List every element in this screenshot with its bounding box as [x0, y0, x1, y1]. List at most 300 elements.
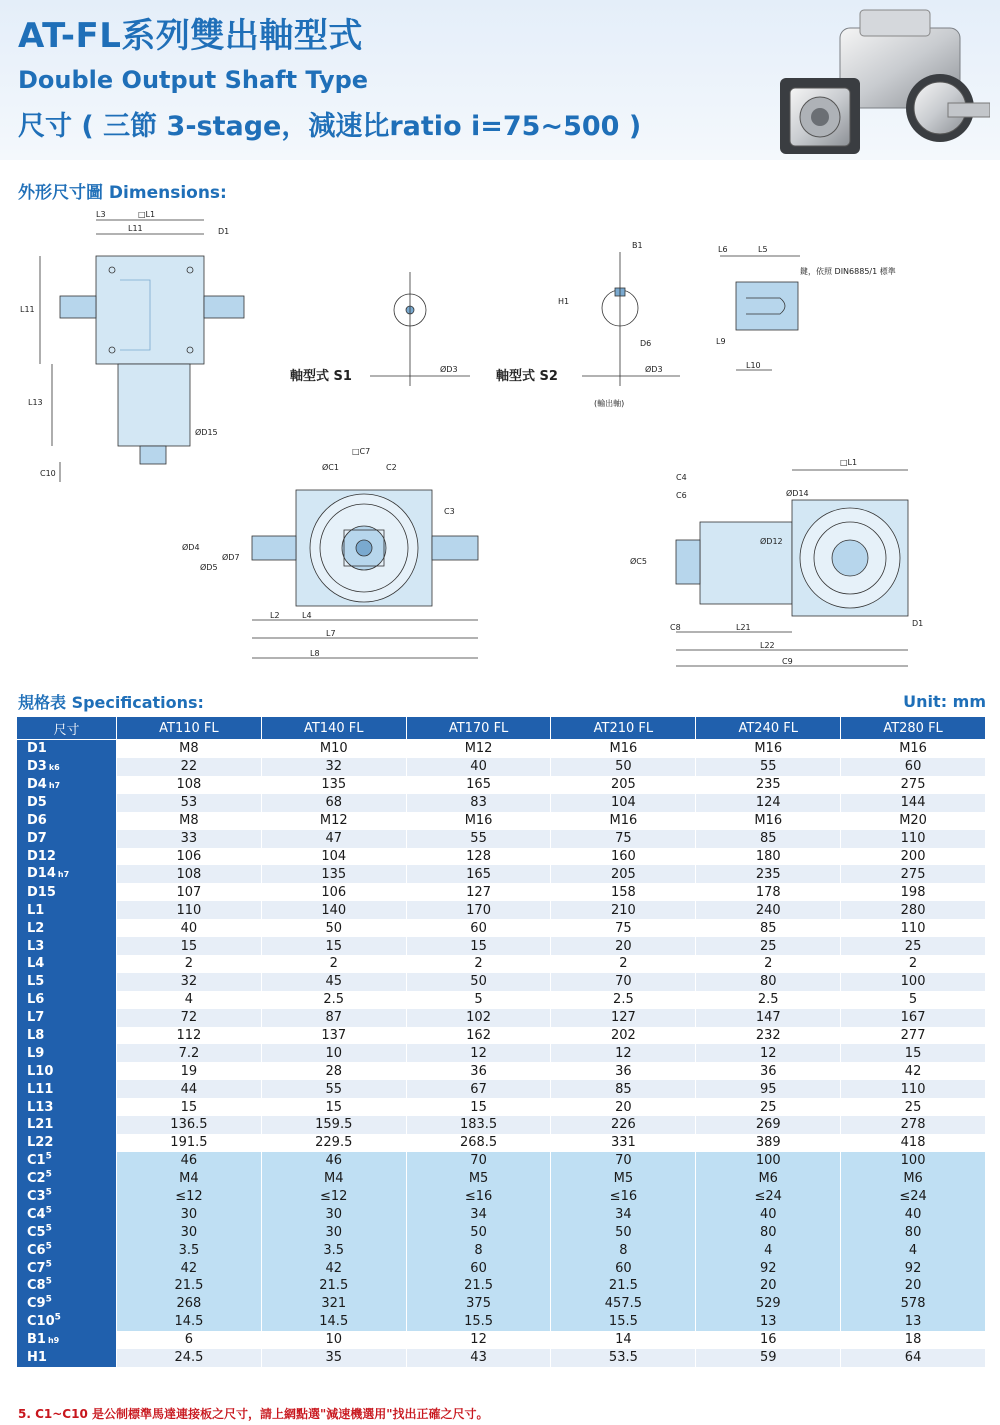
- row-label-text: D5: [27, 795, 47, 811]
- label-d12: ØD12: [760, 537, 783, 546]
- table-cell: 235: [696, 865, 841, 883]
- table-cell: 34: [406, 1205, 551, 1223]
- row-label: [17, 973, 117, 991]
- row-label: [17, 1223, 117, 1241]
- table-row: [17, 830, 986, 848]
- table-cell: ≤16: [551, 1188, 696, 1206]
- table-cell: 15: [261, 1098, 406, 1116]
- row-label-text: C6: [27, 1242, 46, 1258]
- table-cell: 4: [841, 1241, 986, 1259]
- table-cell: 147: [696, 1009, 841, 1027]
- footnote-marker: 5: [45, 1151, 52, 1162]
- row-label-text: D1: [27, 741, 47, 757]
- label-l9: L9: [716, 337, 726, 346]
- label-l6: L6: [718, 245, 728, 254]
- table-cell: M8: [117, 740, 262, 758]
- table-cell: 110: [117, 901, 262, 919]
- row-label-text: L5: [27, 974, 45, 990]
- label-l2: L2: [270, 611, 280, 620]
- table-cell: 25: [696, 937, 841, 955]
- table-cell: M16: [696, 812, 841, 830]
- row-label: [17, 740, 117, 758]
- table-cell: 375: [406, 1295, 551, 1313]
- table-cell: 50: [551, 758, 696, 776]
- table-cell: 36: [696, 1062, 841, 1080]
- table-cell: 2: [696, 955, 841, 973]
- dimension-drawings: [0, 200, 1000, 680]
- row-label-text: L9: [27, 1045, 45, 1061]
- label-l10: L10: [746, 361, 761, 370]
- row-label: [17, 937, 117, 955]
- table-corner-cell: 尺寸: [17, 717, 117, 740]
- row-label: [17, 848, 117, 866]
- key-detail-drawing: [716, 245, 896, 370]
- table-cell: 60: [551, 1259, 696, 1277]
- table-cell: 14: [551, 1331, 696, 1349]
- footnote-marker: 5: [45, 1187, 52, 1198]
- label-c9: C9: [782, 657, 793, 666]
- table-cell: 108: [117, 865, 262, 883]
- table-cell: 35: [261, 1349, 406, 1367]
- table-cell: 15: [841, 1044, 986, 1062]
- table-cell: 33: [117, 830, 262, 848]
- table-cell: 165: [406, 865, 551, 883]
- table-cell: 50: [406, 1223, 551, 1241]
- table-cell: 4: [117, 991, 262, 1009]
- row-label-text: B1: [27, 1331, 46, 1347]
- footnote-marker: 5: [45, 1295, 52, 1306]
- table-cell: 13: [841, 1313, 986, 1331]
- table-cell: 2: [117, 955, 262, 973]
- label-d7: ØD7: [222, 553, 240, 562]
- label-c8: C8: [670, 623, 681, 632]
- table-row: [17, 973, 986, 991]
- table-cell: 128: [406, 848, 551, 866]
- label-l4: L4: [302, 611, 312, 620]
- stage-ratio-title: 尺寸 ( 三節 3-stage，減速比ratio i=75~500 ): [18, 111, 642, 142]
- table-cell: 55: [696, 758, 841, 776]
- row-label: [17, 1259, 117, 1277]
- table-row: [17, 740, 986, 758]
- table-cell: 70: [406, 1152, 551, 1170]
- row-label: [17, 1044, 117, 1062]
- table-cell: 205: [551, 776, 696, 794]
- row-label: [17, 830, 117, 848]
- table-cell: 10: [261, 1044, 406, 1062]
- label-c1: ØC1: [322, 463, 339, 472]
- table-cell: 53: [117, 794, 262, 812]
- row-label: [17, 1349, 117, 1367]
- tolerance-grade: h9: [47, 1335, 60, 1345]
- table-cell: 72: [117, 1009, 262, 1027]
- table-cell: 3.5: [117, 1241, 262, 1259]
- model-header: AT110 FL: [117, 717, 262, 740]
- model-header: AT280 FL: [841, 717, 986, 740]
- table-cell: 418: [841, 1134, 986, 1152]
- table-cell: 136.5: [117, 1116, 262, 1134]
- row-label-text: L22: [27, 1135, 54, 1151]
- table-cell: 15: [261, 937, 406, 955]
- footnote-marker: 5: [45, 1259, 52, 1270]
- row-label-text: H1: [27, 1350, 47, 1366]
- table-cell: 104: [261, 848, 406, 866]
- table-cell: 15.5: [406, 1313, 551, 1331]
- table-cell: 15: [117, 937, 262, 955]
- label-d5: ØD5: [200, 563, 218, 572]
- table-cell: 6: [117, 1331, 262, 1349]
- footnote: 5. C1~C10 是公制標準馬達連接板之尺寸，請上網點選"減速機選用"找出正確之尺寸。: [18, 1407, 489, 1421]
- table-cell: 30: [261, 1205, 406, 1223]
- label-l5: L5: [758, 245, 768, 254]
- table-cell: 229.5: [261, 1134, 406, 1152]
- table-cell: 240: [696, 901, 841, 919]
- table-cell: 127: [406, 883, 551, 901]
- row-label-text: C5: [27, 1224, 46, 1240]
- table-cell: 85: [696, 919, 841, 937]
- table-cell: 70: [551, 973, 696, 991]
- footnote-marker: 5: [45, 1241, 52, 1252]
- table-cell: 198: [841, 883, 986, 901]
- row-label-text: C1: [27, 1153, 46, 1169]
- table-cell: 106: [117, 848, 262, 866]
- label-l11-side: L11: [20, 305, 35, 314]
- shaft-s2-drawing: [496, 241, 680, 408]
- table-cell: M16: [841, 740, 986, 758]
- table-cell: ≤12: [117, 1188, 262, 1206]
- table-cell: 80: [841, 1223, 986, 1241]
- table-row: [17, 1027, 986, 1045]
- table-cell: 50: [261, 919, 406, 937]
- table-cell: 2: [261, 955, 406, 973]
- table-cell: 55: [406, 830, 551, 848]
- row-label: [17, 1331, 117, 1349]
- label-d14: ØD14: [786, 489, 809, 498]
- label-d1: D1: [218, 227, 230, 236]
- table-cell: 19: [117, 1062, 262, 1080]
- table-cell: 12: [406, 1331, 551, 1349]
- row-label-text: L10: [27, 1063, 54, 1079]
- row-label-text: C4: [27, 1206, 46, 1222]
- table-row: [17, 991, 986, 1009]
- label-c3: C3: [444, 507, 455, 516]
- table-cell: 40: [696, 1205, 841, 1223]
- table-cell: 3.5: [261, 1241, 406, 1259]
- table-cell: 232: [696, 1027, 841, 1045]
- table-cell: 2.5: [261, 991, 406, 1009]
- table-cell: 278: [841, 1116, 986, 1134]
- table-row: [17, 1080, 986, 1098]
- table-cell: 183.5: [406, 1116, 551, 1134]
- label-output-shaft: (輸出軸): [594, 399, 625, 408]
- table-cell: 75: [551, 830, 696, 848]
- table-row: [17, 1241, 986, 1259]
- table-cell: M6: [841, 1170, 986, 1188]
- table-cell: 4: [696, 1241, 841, 1259]
- model-header: AT140 FL: [261, 717, 406, 740]
- table-row: [17, 883, 986, 901]
- label-l22: L22: [760, 641, 775, 650]
- label-l8: L8: [310, 649, 320, 658]
- table-cell: 127: [551, 1009, 696, 1027]
- specifications-heading: 規格表 Specifications:: [18, 693, 204, 712]
- table-cell: 205: [551, 865, 696, 883]
- row-label: [17, 1116, 117, 1134]
- footnote-marker: 5: [45, 1223, 52, 1234]
- label-key-note: 鍵，依照 DIN6885/1 標準: [800, 267, 896, 276]
- table-cell: 46: [261, 1152, 406, 1170]
- table-cell: 135: [261, 776, 406, 794]
- table-cell: 135: [261, 865, 406, 883]
- row-label: [17, 1134, 117, 1152]
- table-cell: 15: [406, 1098, 551, 1116]
- table-cell: 106: [261, 883, 406, 901]
- table-cell: 162: [406, 1027, 551, 1045]
- row-label: [17, 901, 117, 919]
- table-cell: 7.2: [117, 1044, 262, 1062]
- table-cell: 67: [406, 1080, 551, 1098]
- label-d3-s1: ØD3: [440, 365, 458, 374]
- table-row: [17, 1170, 986, 1188]
- table-cell: 144: [841, 794, 986, 812]
- table-cell: 112: [117, 1027, 262, 1045]
- table-cell: 2: [841, 955, 986, 973]
- row-label: [17, 1295, 117, 1313]
- row-label: [17, 1277, 117, 1295]
- table-cell: 100: [841, 973, 986, 991]
- table-cell: 331: [551, 1134, 696, 1152]
- table-cell: 180: [696, 848, 841, 866]
- row-label-text: L2: [27, 920, 45, 936]
- table-row: [17, 1223, 986, 1241]
- table-cell: 36: [551, 1062, 696, 1080]
- row-label: [17, 812, 117, 830]
- table-row: [17, 1098, 986, 1116]
- table-cell: 42: [261, 1259, 406, 1277]
- table-cell: M5: [406, 1170, 551, 1188]
- footnote-marker: 5: [45, 1169, 52, 1180]
- table-row: [17, 1009, 986, 1027]
- footnote-marker: 5: [45, 1205, 52, 1216]
- label-s2: 軸型式 S2: [496, 369, 558, 384]
- table-cell: M4: [117, 1170, 262, 1188]
- table-cell: 28: [261, 1062, 406, 1080]
- row-label-text: C10: [27, 1314, 55, 1330]
- table-cell: 85: [551, 1080, 696, 1098]
- table-row: [17, 794, 986, 812]
- table-cell: ≤24: [841, 1188, 986, 1206]
- table-cell: 280: [841, 901, 986, 919]
- row-label-text: L8: [27, 1028, 45, 1044]
- table-cell: 14.5: [117, 1313, 262, 1331]
- table-cell: 22: [117, 758, 262, 776]
- row-label-text: D4: [27, 776, 47, 792]
- table-cell: 75: [551, 919, 696, 937]
- row-label: [17, 758, 117, 776]
- table-cell: M16: [696, 740, 841, 758]
- table-row: [17, 1188, 986, 1206]
- label-c4: C4: [676, 473, 687, 482]
- table-cell: M16: [406, 812, 551, 830]
- table-cell: 47: [261, 830, 406, 848]
- table-cell: 2: [551, 955, 696, 973]
- table-cell: 70: [551, 1152, 696, 1170]
- table-cell: 389: [696, 1134, 841, 1152]
- table-row: [17, 758, 986, 776]
- label-l11: L11: [128, 224, 143, 233]
- table-cell: 5: [406, 991, 551, 1009]
- table-cell: 2: [406, 955, 551, 973]
- label-c7: □C7: [352, 447, 371, 456]
- table-cell: 102: [406, 1009, 551, 1027]
- table-cell: 457.5: [551, 1295, 696, 1313]
- row-label: [17, 1152, 117, 1170]
- table-cell: 158: [551, 883, 696, 901]
- footnote-marker: 5: [54, 1312, 61, 1323]
- table-row: [17, 776, 986, 794]
- front-view-drawing: [20, 210, 244, 482]
- table-cell: 165: [406, 776, 551, 794]
- table-cell: 20: [841, 1277, 986, 1295]
- table-cell: 20: [551, 937, 696, 955]
- row-label: [17, 1188, 117, 1206]
- row-label: [17, 865, 117, 883]
- row-label: [17, 919, 117, 937]
- table-cell: 12: [696, 1044, 841, 1062]
- table-row: [17, 1152, 986, 1170]
- table-cell: ≤12: [261, 1188, 406, 1206]
- table-cell: 20: [551, 1098, 696, 1116]
- table-cell: 59: [696, 1349, 841, 1367]
- row-label: [17, 1027, 117, 1045]
- table-cell: 170: [406, 901, 551, 919]
- table-cell: 167: [841, 1009, 986, 1027]
- row-label-text: L11: [27, 1081, 54, 1097]
- table-cell: 40: [841, 1205, 986, 1223]
- row-label: [17, 1313, 117, 1331]
- row-label: [17, 1009, 117, 1027]
- label-c10: C10: [40, 469, 56, 478]
- table-cell: 10: [261, 1331, 406, 1349]
- table-cell: 80: [696, 1223, 841, 1241]
- table-cell: 40: [117, 919, 262, 937]
- table-cell: 269: [696, 1116, 841, 1134]
- table-cell: 21.5: [261, 1277, 406, 1295]
- table-cell: 32: [117, 973, 262, 991]
- label-l1-side: □L1: [840, 458, 858, 467]
- table-cell: 15: [117, 1098, 262, 1116]
- row-label-text: L1: [27, 902, 45, 918]
- label-d4: ØD4: [182, 543, 200, 552]
- row-label-text: D15: [27, 884, 56, 900]
- row-label-text: L7: [27, 1010, 45, 1026]
- table-cell: 8: [551, 1241, 696, 1259]
- row-label-text: D3: [27, 758, 47, 774]
- table-cell: 8: [406, 1241, 551, 1259]
- table-cell: 159.5: [261, 1116, 406, 1134]
- gearbox-product-photo: [760, 8, 990, 158]
- table-row: [17, 1205, 986, 1223]
- row-label: [17, 776, 117, 794]
- row-label-text: L6: [27, 992, 45, 1008]
- row-label: [17, 883, 117, 901]
- table-cell: 124: [696, 794, 841, 812]
- table-cell: 55: [261, 1080, 406, 1098]
- table-cell: 25: [696, 1098, 841, 1116]
- table-cell: 2.5: [551, 991, 696, 1009]
- table-cell: 277: [841, 1027, 986, 1045]
- label-l13: L13: [28, 398, 43, 407]
- row-label-text: D7: [27, 831, 47, 847]
- table-cell: 80: [696, 973, 841, 991]
- table-cell: 44: [117, 1080, 262, 1098]
- label-d3-s2: ØD3: [645, 365, 663, 374]
- table-cell: 85: [696, 830, 841, 848]
- table-cell: 46: [117, 1152, 262, 1170]
- table-row: [17, 848, 986, 866]
- table-cell: 60: [841, 758, 986, 776]
- row-label-text: D6: [27, 813, 47, 829]
- table-cell: 13: [696, 1313, 841, 1331]
- table-row: [17, 1277, 986, 1295]
- table-cell: 100: [841, 1152, 986, 1170]
- tolerance-grade: k6: [48, 762, 60, 772]
- table-cell: M8: [117, 812, 262, 830]
- table-cell: 268: [117, 1295, 262, 1313]
- side-view-drawing: [630, 458, 923, 666]
- table-cell: 95: [696, 1080, 841, 1098]
- table-cell: 12: [551, 1044, 696, 1062]
- row-label: [17, 991, 117, 1009]
- table-cell: 87: [261, 1009, 406, 1027]
- table-cell: 25: [841, 937, 986, 955]
- table-cell: 110: [841, 1080, 986, 1098]
- table-cell: 107: [117, 883, 262, 901]
- row-label-text: C2: [27, 1171, 46, 1187]
- table-cell: M16: [551, 812, 696, 830]
- page-title: AT-FL系列雙出軸型式: [18, 16, 363, 56]
- table-cell: ≤16: [406, 1188, 551, 1206]
- table-cell: 34: [551, 1205, 696, 1223]
- row-label: [17, 1241, 117, 1259]
- table-cell: 30: [117, 1223, 262, 1241]
- table-header-row: [17, 717, 986, 740]
- label-d6: D6: [640, 339, 652, 348]
- table-cell: ≤24: [696, 1188, 841, 1206]
- table-cell: 30: [117, 1205, 262, 1223]
- label-c2: C2: [386, 463, 397, 472]
- table-cell: 100: [696, 1152, 841, 1170]
- tolerance-grade: h7: [57, 870, 70, 880]
- table-row: [17, 955, 986, 973]
- table-cell: 110: [841, 830, 986, 848]
- table-row: [17, 1134, 986, 1152]
- table-row: [17, 865, 986, 883]
- table-cell: 200: [841, 848, 986, 866]
- label-l21: L21: [736, 623, 751, 632]
- table-cell: 202: [551, 1027, 696, 1045]
- table-cell: M12: [406, 740, 551, 758]
- row-label-text: D14: [27, 866, 56, 882]
- table-cell: 43: [406, 1349, 551, 1367]
- table-cell: 60: [406, 919, 551, 937]
- label-c6: C6: [676, 491, 687, 500]
- table-cell: 5: [841, 991, 986, 1009]
- table-cell: 21.5: [406, 1277, 551, 1295]
- table-cell: 20: [696, 1277, 841, 1295]
- table-cell: 2.5: [696, 991, 841, 1009]
- label-c5: ØC5: [630, 557, 647, 566]
- table-cell: 15: [406, 937, 551, 955]
